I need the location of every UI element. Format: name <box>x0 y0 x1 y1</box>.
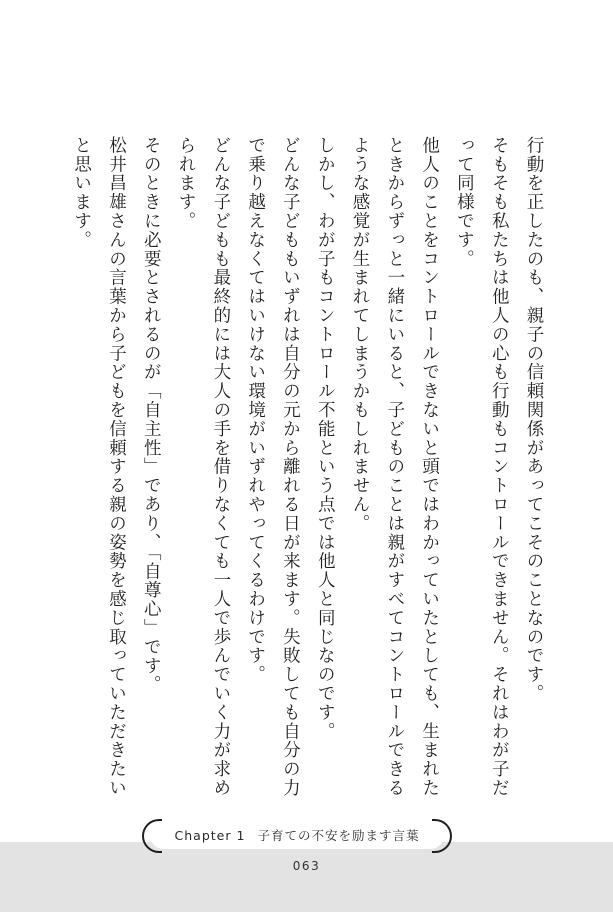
paragraph-6: どんな子どもも最終的には大人の手を借りなくても一人で歩んでいく力が求められます。 <box>176 136 231 798</box>
footer-band <box>0 842 613 912</box>
page-number: 063 <box>292 859 321 873</box>
paragraph-7: そのときに必要とされるのが「自主性」であり、「自尊心」です。 <box>141 136 162 695</box>
paragraph-3: 他人のことをコントロールできないと頭ではわかっていたとしても、生まれたときからずっと一緒にいると、子どものことは親がすべてコントロールできるような感覚が生まれてしまうかもしれません。 <box>350 136 440 798</box>
chapter-header <box>150 822 444 849</box>
paragraph-5: どんな子どももいずれは自分の元から離れる日が来ます。失敗しても自分の力で乗り越えなくてはいけない環境がいずれやってくるわけです。 <box>245 136 301 798</box>
chapter-label: Chapter 1 <box>174 828 246 843</box>
chapter-title: 子育ての不安を励ます言葉 <box>257 828 420 843</box>
paragraph-2: そもそも私たちは他人の心も行動もコントロールできません。それはわが子だって同様です。 <box>454 136 510 798</box>
paragraph-8: 松井昌雄さんの言葉から子どもを信頼する親の姿勢を感じ取っていただきたいと思います。 <box>71 136 127 798</box>
body-text <box>51 136 551 806</box>
paragraph-1: 行動を正したのも、親子の信頼関係があってこそのことなのです。 <box>524 136 544 703</box>
paragraph-4: しかし、わが子もコントロール不能という点では他人と同じなのです。 <box>315 136 336 741</box>
